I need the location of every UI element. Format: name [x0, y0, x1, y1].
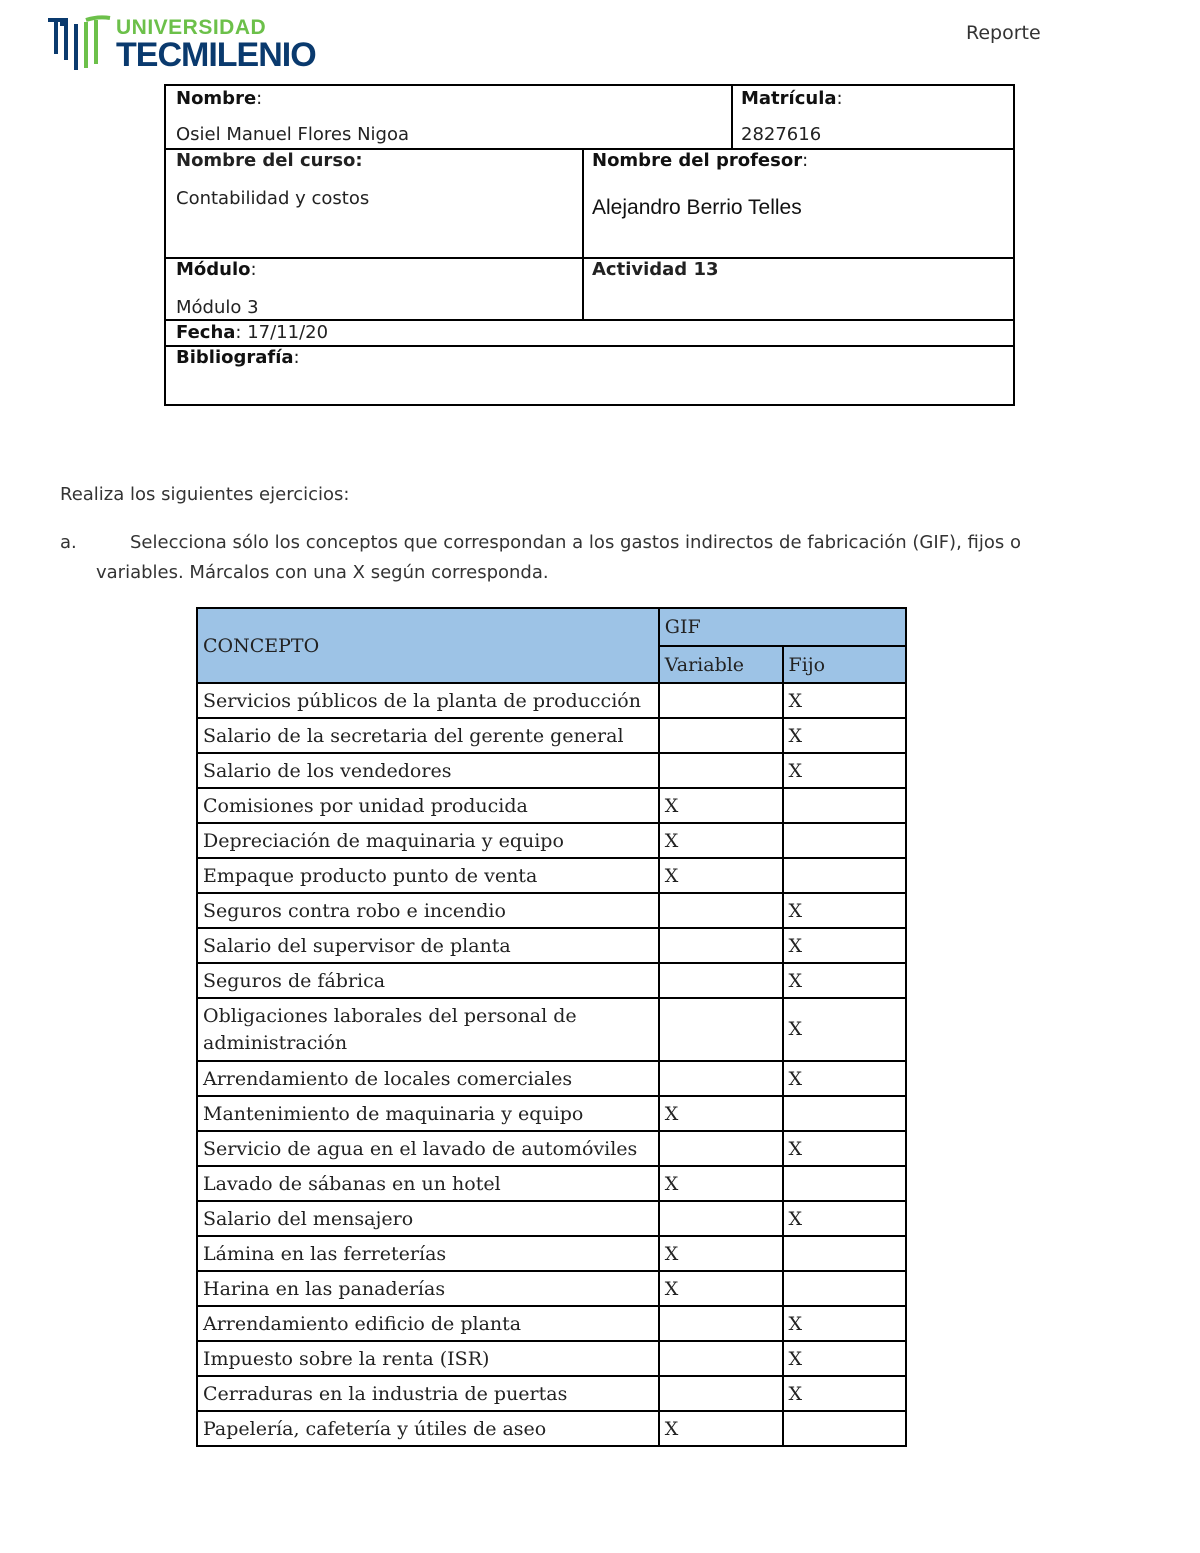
concept-cell: Lavado de sábanas en un hotel	[197, 1166, 659, 1201]
fecha-value: 17/11/20	[247, 322, 329, 343]
table-row	[197, 1341, 906, 1376]
table-row	[197, 753, 906, 788]
table-row	[197, 1201, 906, 1236]
variable-header: Variable	[659, 646, 783, 683]
variable-cell	[659, 893, 783, 928]
concept-cell: Impuesto sobre la renta (ISR)	[197, 1341, 659, 1376]
item-text: Selecciona sólo los conceptos que correspondan a los gastos indirectos de fabricación (GIF), fijos o variables. Márcalos con una X según corresponda.	[96, 532, 1021, 583]
tecmilenio-logo-icon	[46, 14, 112, 72]
table-row	[197, 858, 906, 893]
fijo-cell: X	[783, 1376, 906, 1411]
concept-cell: Arrendamiento edificio de planta	[197, 1306, 659, 1341]
profesor-label-text: Nombre del profesor	[592, 150, 803, 171]
modulo-label-text: Módulo	[176, 259, 251, 280]
gif-table	[196, 607, 907, 1447]
logo-text-tecmilenio: TECMILENIO	[116, 36, 316, 74]
variable-cell	[659, 1341, 783, 1376]
info-divider	[731, 86, 733, 148]
variable-cell: X	[659, 1411, 783, 1446]
fijo-cell: X	[783, 1061, 906, 1096]
fijo-cell	[783, 1166, 906, 1201]
concept-cell: Servicio de agua en el lavado de automóviles	[197, 1131, 659, 1166]
fijo-cell: X	[783, 1341, 906, 1376]
table-row	[197, 718, 906, 753]
fijo-cell	[783, 1411, 906, 1446]
variable-cell	[659, 998, 783, 1061]
bibliografia-label: Bibliografía:	[176, 347, 300, 368]
variable-cell: X	[659, 823, 783, 858]
concept-cell: Salario del mensajero	[197, 1201, 659, 1236]
concept-cell: Mantenimiento de maquinaria y equipo	[197, 1096, 659, 1131]
variable-cell	[659, 1131, 783, 1166]
variable-cell: X	[659, 1166, 783, 1201]
table-row	[197, 1061, 906, 1096]
table-row	[197, 1166, 906, 1201]
variable-cell	[659, 963, 783, 998]
matricula-label: Matrícula:	[741, 88, 843, 109]
concept-cell: Salario de la secretaria del gerente general	[197, 718, 659, 753]
variable-cell	[659, 753, 783, 788]
table-row	[197, 1236, 906, 1271]
fijo-cell	[783, 1096, 906, 1131]
table-row	[197, 928, 906, 963]
concept-cell: Cerraduras en la industria de puertas	[197, 1376, 659, 1411]
nombre-label-text: Nombre	[176, 88, 257, 109]
info-divider	[582, 148, 584, 319]
variable-cell: X	[659, 1236, 783, 1271]
concept-cell: Seguros de fábrica	[197, 963, 659, 998]
university-logo	[46, 14, 336, 76]
concept-cell: Harina en las panaderías	[197, 1271, 659, 1306]
concept-header: CONCEPTO	[197, 608, 659, 683]
table-row	[197, 963, 906, 998]
concept-cell: Obligaciones laborales del personal de administración	[197, 998, 659, 1061]
variable-cell	[659, 1061, 783, 1096]
variable-cell: X	[659, 1096, 783, 1131]
report-label: Reporte	[966, 22, 1041, 44]
table-row	[197, 1376, 906, 1411]
concept-cell: Papelería, cafetería y útiles de aseo	[197, 1411, 659, 1446]
nombre-label: Nombre:	[176, 88, 263, 109]
curso-value: Contabilidad y costos	[176, 188, 370, 209]
nombre-value: Osiel Manuel Flores Nigoa	[176, 124, 409, 145]
logo-text-universidad: UNIVERSIDAD	[116, 16, 267, 39]
fijo-cell: X	[783, 1306, 906, 1341]
item-marker: a.	[60, 532, 77, 553]
variable-cell	[659, 1306, 783, 1341]
fijo-cell: X	[783, 1131, 906, 1166]
bibliografia-label-text: Bibliografía	[176, 347, 294, 368]
table-row	[197, 1411, 906, 1446]
profesor-value: Alejandro Berrio Telles	[592, 196, 802, 219]
fijo-cell	[783, 788, 906, 823]
modulo-label: Módulo:	[176, 259, 257, 280]
fijo-cell: X	[783, 683, 906, 718]
gif-header: GIF	[659, 608, 906, 646]
matricula-label-text: Matrícula	[741, 88, 837, 109]
concept-cell: Salario del supervisor de planta	[197, 928, 659, 963]
concept-cell: Depreciación de maquinaria y equipo	[197, 823, 659, 858]
info-divider	[166, 257, 1013, 259]
curso-label: Nombre del curso:	[176, 150, 363, 171]
table-row	[197, 1131, 906, 1166]
student-info-table	[164, 84, 1015, 406]
table-row	[197, 1271, 906, 1306]
table-row	[197, 1306, 906, 1341]
exercise-item-a	[60, 528, 1060, 588]
table-row	[197, 893, 906, 928]
variable-cell: X	[659, 858, 783, 893]
concept-cell: Lámina en las ferreterías	[197, 1236, 659, 1271]
variable-cell	[659, 718, 783, 753]
fijo-cell	[783, 1271, 906, 1306]
fijo-cell: X	[783, 753, 906, 788]
fijo-cell	[783, 858, 906, 893]
fecha-row: Fecha: 17/11/20	[176, 322, 329, 343]
actividad-label: Actividad 13	[592, 259, 719, 280]
fijo-cell: X	[783, 998, 906, 1061]
variable-cell	[659, 1201, 783, 1236]
fijo-cell	[783, 1236, 906, 1271]
matricula-value: 2827616	[741, 124, 822, 145]
concept-cell: Seguros contra robo e incendio	[197, 893, 659, 928]
variable-cell: X	[659, 788, 783, 823]
table-row	[197, 788, 906, 823]
variable-cell	[659, 928, 783, 963]
fijo-cell	[783, 823, 906, 858]
fijo-cell: X	[783, 963, 906, 998]
variable-cell	[659, 683, 783, 718]
fijo-header: Fijo	[783, 646, 906, 683]
fijo-cell: X	[783, 1201, 906, 1236]
exercise-intro: Realiza los siguientes ejercicios:	[60, 484, 350, 505]
table-row	[197, 998, 906, 1061]
fijo-cell: X	[783, 893, 906, 928]
concept-cell: Empaque producto punto de venta	[197, 858, 659, 893]
table-row	[197, 1096, 906, 1131]
table-row	[197, 823, 906, 858]
fecha-label: Fecha	[176, 322, 236, 343]
variable-cell	[659, 1376, 783, 1411]
concept-cell: Salario de los vendedores	[197, 753, 659, 788]
concept-cell: Comisiones por unidad producida	[197, 788, 659, 823]
table-row	[197, 683, 906, 718]
info-divider	[166, 319, 1013, 321]
variable-cell: X	[659, 1271, 783, 1306]
concept-cell: Servicios públicos de la planta de producción	[197, 683, 659, 718]
modulo-value: Módulo 3	[176, 297, 259, 318]
fijo-cell: X	[783, 718, 906, 753]
fijo-cell: X	[783, 928, 906, 963]
profesor-label: Nombre del profesor:	[592, 150, 809, 171]
concept-cell: Arrendamiento de locales comerciales	[197, 1061, 659, 1096]
